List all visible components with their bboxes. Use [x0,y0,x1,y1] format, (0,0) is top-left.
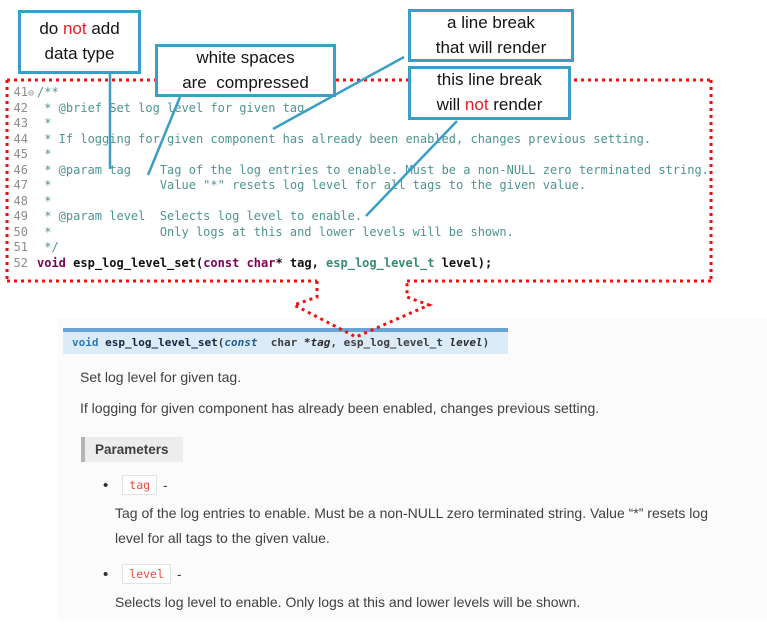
code-line[interactable] [12,85,709,101]
callout-line-break-not-render [408,66,571,120]
callout-text: will not render [436,95,543,114]
callout-no-data-type [18,10,141,74]
param-separator: - [176,566,182,582]
code-line[interactable] [12,101,709,117]
line-number: 50 [13,224,28,239]
code-line[interactable] [12,225,709,241]
parameters-list [103,475,767,615]
code-line[interactable] [12,132,709,148]
callout-text: white spaces [196,47,295,67]
code-line[interactable] [12,240,709,256]
code-line[interactable] [12,178,709,194]
code-text: * If logging for given component has already been enabled, changes previous setting. [37,131,652,146]
code-text: * @param level Selects log level to enable. [37,209,363,223]
code-text: * @brief Set log level for given tag [37,100,305,115]
line-number: 43 [13,116,28,130]
callout-text: a line break [447,12,535,32]
code-line[interactable] [12,163,709,179]
code-line[interactable] [12,256,709,272]
callout-text: do not add [39,19,120,39]
line-number: 47 [13,178,28,192]
code-text: * [37,116,52,130]
doc-detail: If logging for given component has already been enabled, changes previous setting. [80,400,600,416]
code-editor[interactable] [12,85,709,271]
param-name-badge: tag [122,475,157,495]
line-number: 45 [13,147,28,161]
callout-whitespace-compressed [155,44,336,97]
line-number: 48 [13,193,28,208]
code-line[interactable] [12,209,709,225]
line-number: 42 [13,100,28,115]
code-text: * Value "*" resets log level for all tags to the given value. [37,178,587,192]
code-text: * @param tag Tag of the log entries to enable. Must be a non-NULL zero terminated string. [37,162,709,177]
line-number: 41 [13,85,28,99]
code-text: void esp_log_level_set(const char* tag, esp_log_level_t level); [37,255,493,270]
code-text: * [37,193,52,208]
callout-line-break-renders [408,9,574,62]
parameter-item [103,475,767,551]
line-number: 52 [13,255,28,270]
signature-code: void esp_log_level_set(const char *tag, esp_log_level_t level) [72,336,490,349]
parameters-heading: Parameters [81,437,183,462]
function-signature [63,328,508,354]
callout-text: are compressed [182,72,309,92]
code-text: /** [37,85,59,99]
param-name-badge: level [122,564,171,584]
callout-text: data type [44,44,115,63]
line-number: 51 [13,240,28,254]
line-number: 44 [13,131,28,146]
code-line[interactable] [12,116,709,132]
line-number: 46 [13,162,28,177]
doc-brief: Set log level for given tag. [80,369,242,385]
code-text: */ [37,240,59,254]
param-description: Selects log level to enable. Only logs at this and lower levels will be shown. [115,594,581,610]
line-number: 49 [13,209,28,223]
code-line[interactable] [12,194,709,210]
code-text: * Only logs at this and lower levels will be shown. [37,224,514,239]
param-separator: - [163,477,168,493]
bullet-icon: • [103,476,109,494]
param-description: Tag of the log entries to enable. Must be a non-NULL zero terminated string. Value “*” resets log level for all tags to the given value. [115,505,708,546]
parameter-item [103,564,767,615]
code-line[interactable] [12,147,709,163]
code-lines [12,85,709,271]
code-text: * [37,147,52,161]
docs-panel [58,318,767,620]
callout-text: this line break [437,70,542,90]
fold-minus-icon[interactable]: ⊖ [28,88,35,99]
bullet-icon: • [103,565,109,583]
callout-text: that will render [435,37,547,57]
